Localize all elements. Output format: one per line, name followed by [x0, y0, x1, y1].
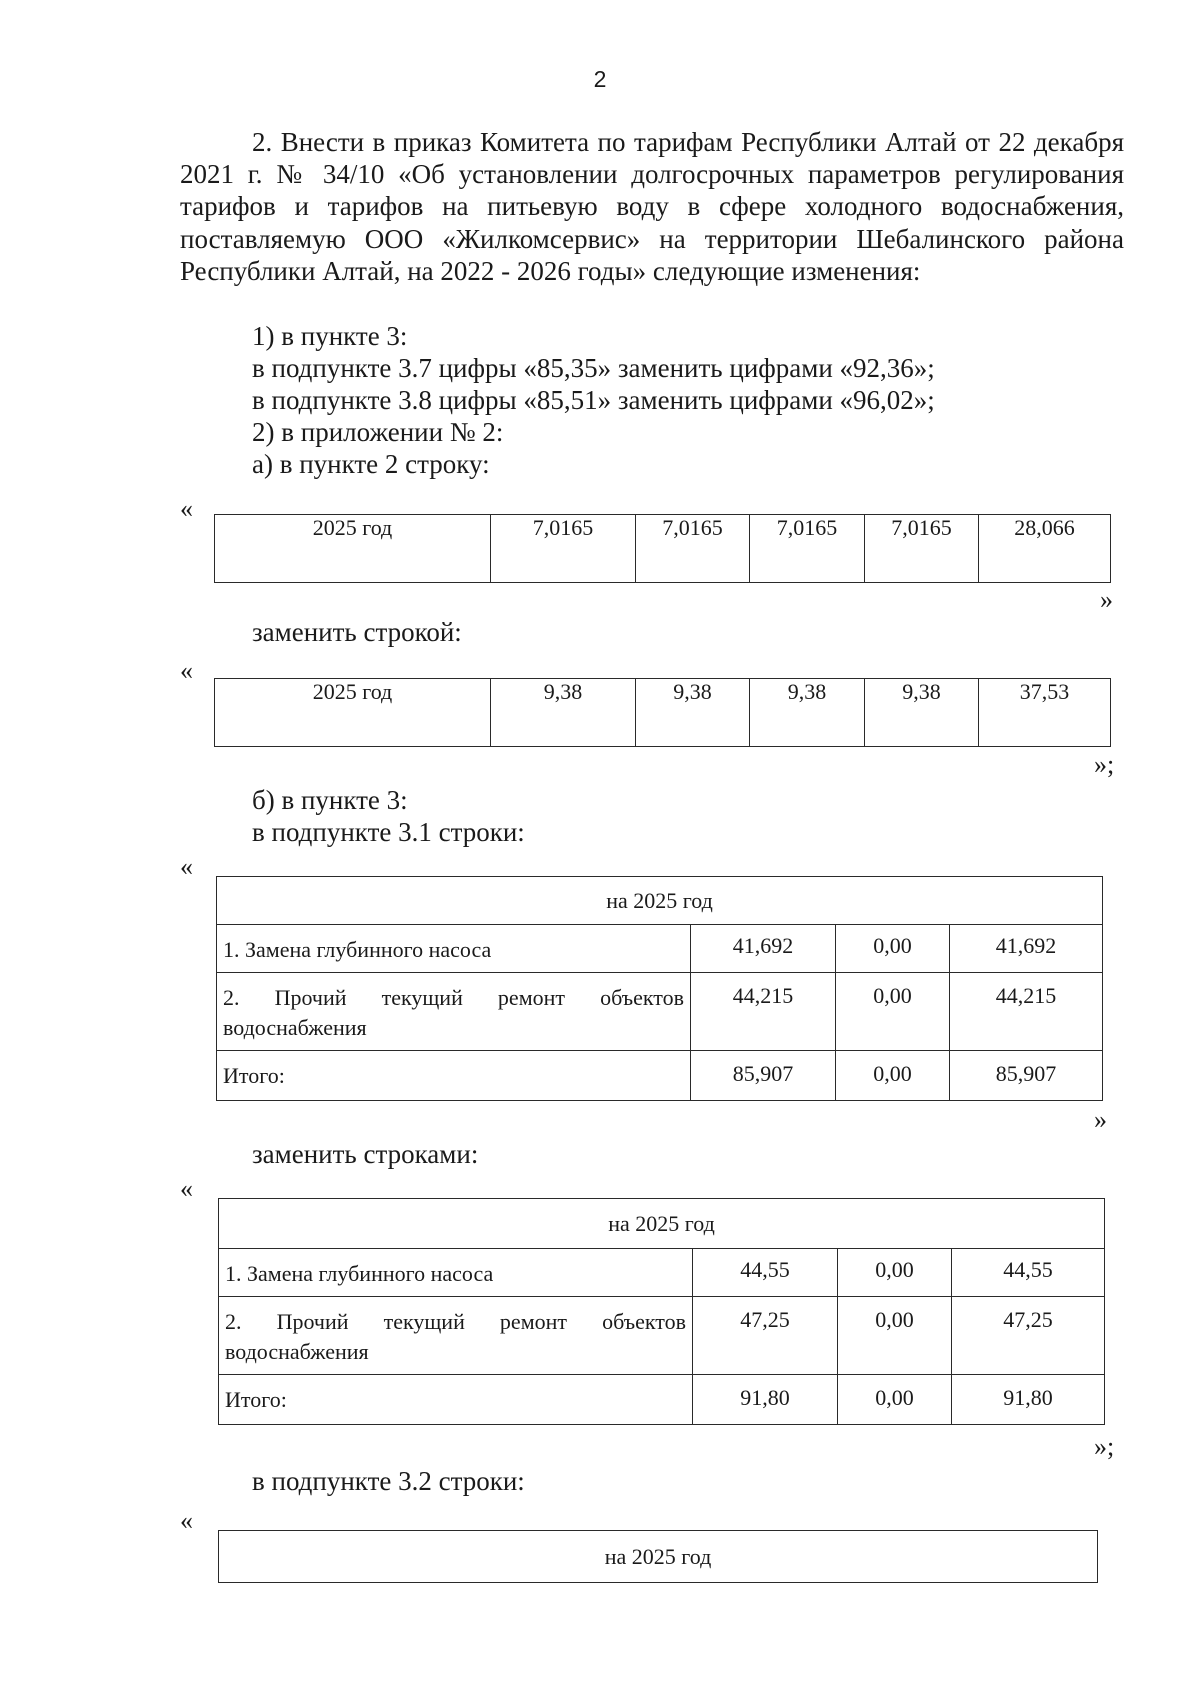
subitem-3-2-heading: в подпункте 3.2 строки: — [252, 1466, 525, 1496]
open-quote: « — [180, 656, 193, 685]
close-quote-semicolon: »; — [1094, 750, 1115, 779]
row-name: Итого: — [217, 1051, 691, 1101]
value-cell: 0,00 — [836, 925, 950, 973]
table-row — [217, 925, 1103, 973]
table-row — [217, 1051, 1103, 1101]
table-header: на 2025 год — [217, 877, 1103, 925]
table-3-2-repairs-2025 — [218, 1530, 1098, 1583]
value-cell: 41,692 — [691, 925, 836, 973]
value-cell: 41,692 — [950, 925, 1103, 973]
value-cell: 91,80 — [952, 1375, 1105, 1425]
table-header: на 2025 год — [219, 1531, 1098, 1583]
value-cell: 37,53 — [979, 679, 1111, 747]
value-cell: 28,066 — [979, 515, 1111, 583]
replace-row-label: заменить строкой: — [252, 617, 462, 647]
value-cell: 9,38 — [491, 679, 636, 747]
intro-paragraph: 2. Внести в приказ Комитета по тарифам Республики Алтай от 22 декабря 2021 г. № 34/10 «Об установлении долгосрочных параметров регулирования тарифов и тарифов на питьевую воду в сфере холодного водоснабжения, поставляемую ООО «Жилкомсервис» на территории Шебалинского района Республики Алтай, на 2022 - 2026 годы» следующие изменения: — [180, 127, 1124, 286]
row-name: 2. Прочий текущий ремонт объектов водоснабжения — [217, 973, 691, 1051]
value-cell: 0,00 — [836, 1051, 950, 1101]
close-quote: » — [1100, 585, 1113, 614]
table-old-repairs-2025 — [216, 876, 1103, 1101]
value-cell: 9,38 — [865, 679, 979, 747]
value-cell: 7,0165 — [491, 515, 636, 583]
value-cell: 9,38 — [750, 679, 865, 747]
value-cell: 44,55 — [693, 1249, 838, 1297]
open-quote: « — [180, 494, 193, 523]
value-cell: 7,0165 — [636, 515, 750, 583]
close-quote-semicolon: »; — [1094, 1432, 1115, 1461]
replace-rows-label: заменить строками: — [252, 1139, 479, 1169]
table-row — [219, 1375, 1105, 1425]
value-cell: 85,907 — [950, 1051, 1103, 1101]
item-2a-heading: а) в пункте 2 строку: — [252, 449, 490, 479]
value-cell: 0,00 — [838, 1297, 952, 1375]
row-label: 2025 год — [215, 679, 491, 747]
subitem-3-1-heading: в подпункте 3.1 строки: — [252, 817, 525, 847]
value-cell: 91,80 — [693, 1375, 838, 1425]
value-cell: 47,25 — [952, 1297, 1105, 1375]
subitem-3-7-change: в подпункте 3.7 цифры «85,35» заменить цифрами «92,36»; — [252, 353, 935, 383]
table-header: на 2025 год — [219, 1199, 1105, 1249]
open-quote: « — [180, 1174, 193, 1203]
value-cell: 0,00 — [838, 1249, 952, 1297]
table-new-repairs-2025 — [218, 1198, 1105, 1425]
row-name: Итого: — [219, 1375, 693, 1425]
row-name: 1. Замена глубинного насоса — [217, 925, 691, 973]
value-cell: 44,215 — [950, 973, 1103, 1051]
item-2b-heading: б) в пункте 3: — [252, 785, 408, 815]
open-quote: « — [180, 852, 193, 881]
value-cell: 85,907 — [691, 1051, 836, 1101]
value-cell: 0,00 — [838, 1375, 952, 1425]
value-cell: 44,215 — [691, 973, 836, 1051]
table-row — [219, 1249, 1105, 1297]
open-quote: « — [180, 1506, 193, 1535]
table-row — [217, 973, 1103, 1051]
item-2-heading: 2) в приложении № 2: — [252, 417, 504, 447]
table-row — [219, 1297, 1105, 1375]
page-number: 2 — [593, 66, 607, 92]
row-name: 1. Замена глубинного насоса — [219, 1249, 693, 1297]
row-name: 2. Прочий текущий ремонт объектов водоснабжения — [219, 1297, 693, 1375]
value-cell: 9,38 — [636, 679, 750, 747]
value-cell: 7,0165 — [750, 515, 865, 583]
table-row-new-2025 — [214, 678, 1111, 747]
value-cell: 44,55 — [952, 1249, 1105, 1297]
value-cell: 7,0165 — [865, 515, 979, 583]
close-quote: » — [1094, 1105, 1107, 1134]
row-label: 2025 год — [215, 515, 491, 583]
subitem-3-8-change: в подпункте 3.8 цифры «85,51» заменить цифрами «96,02»; — [252, 385, 935, 415]
table-row-old-2025 — [214, 514, 1111, 583]
value-cell: 0,00 — [836, 973, 950, 1051]
value-cell: 47,25 — [693, 1297, 838, 1375]
item-1-heading: 1) в пункте 3: — [252, 321, 408, 351]
